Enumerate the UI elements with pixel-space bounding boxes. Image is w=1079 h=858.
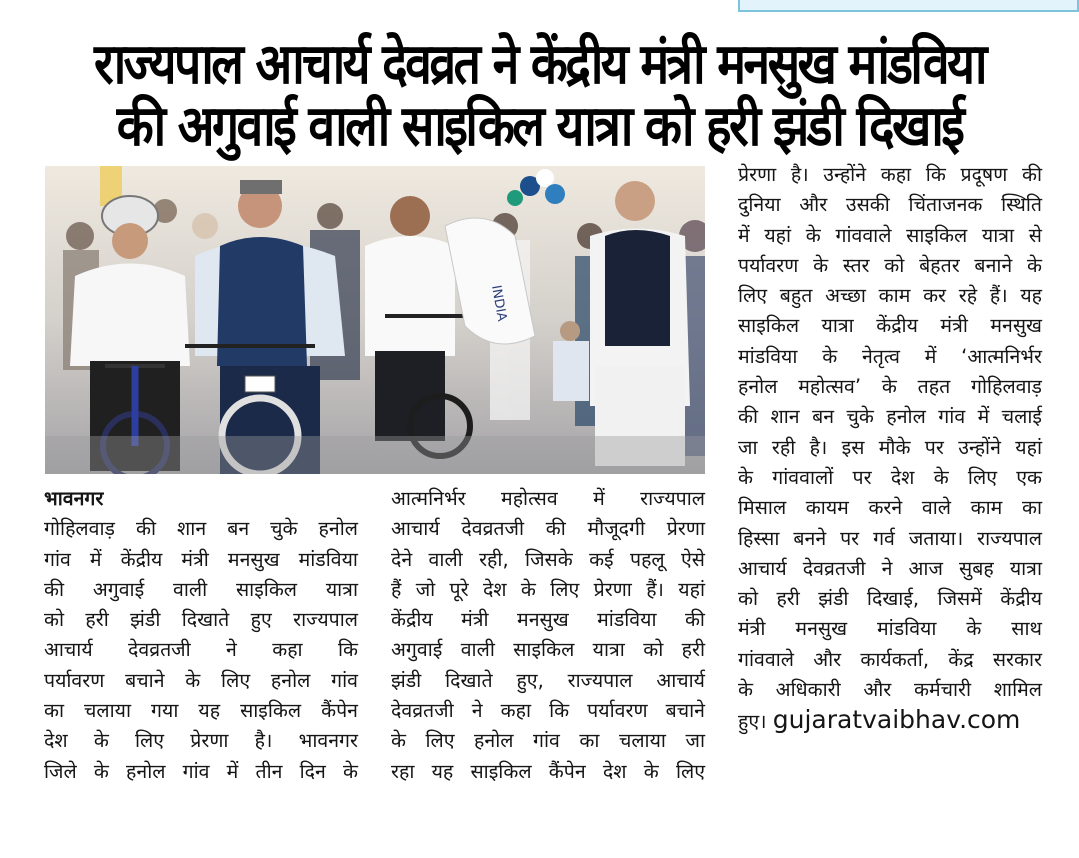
body-line: मंत्री मनसुख मांडविया के साथ [738,617,1042,641]
body-line: देवव्रतजी ने कहा कि पर्यावरण बचाने [391,699,705,723]
body-line: को हरी झंडी दिखाते हुए राज्यपाल [44,608,358,632]
closing-line [738,705,1042,735]
body-line: मिसाल कायम करने वाले काम का [738,496,1042,520]
body-line: गोहिलवाड़ की शान बन चुके हनोल [44,517,358,541]
cycling-rally-photo-illustration [45,166,705,474]
body-line: के गांववालों पर देश के लिए एक [738,465,1042,489]
dateline: भावनगर [44,487,104,510]
previous-article-strip [0,0,1079,14]
body-line: के अधिकारी और कर्मचारी शामिल [738,678,1042,702]
headline [76,34,1004,158]
body-line: देश के लिए प्रेरणा है। भावनगर [44,729,358,753]
body-line: देने वाली रही, जिसके कई पहलू ऐसे [391,547,705,571]
body-line: आचार्य देवव्रतजी ने आज सुबह यात्रा [738,556,1042,580]
svg-text:INDIA: INDIA [488,284,510,323]
article-column-2 [391,484,705,787]
body-line: साइकिल यात्रा केंद्रीय मंत्री मनसुख [738,314,1042,338]
article-column-3 [738,160,1042,736]
body-line: आचार्य देवव्रतजी ने कहा कि [44,638,358,662]
body-line: हिस्सा बनने पर गर्व जताया। राज्यपाल [738,526,1042,550]
news-photo [45,166,705,474]
closing-text: हुए। [738,710,767,734]
body-line: हनोल महोत्सव’ के तहत गोहिलवाड़ [738,375,1042,399]
body-line: को हरी झंडी दिखाई, जिसमें केंद्रीय [738,587,1042,611]
body-line: झंडी दिखाते हुए, राज्यपाल आचार्य [391,668,705,692]
body-line: की अगुवाई वाली साइकिल यात्रा [44,577,358,601]
body-line: लिए बहुत अच्छा काम कर रहे हैं। यह [738,284,1042,308]
body-line: जिले के हनोल गांव में तीन दिन के [44,759,358,783]
body-line: के लिए हनोल गांव का चलाया जा [391,729,705,753]
body-line: मांडविया के नेतृत्व में ‘आत्मनिर्भर [738,344,1042,368]
body-line: की शान बन चुके हनोल गांव में चलाई [738,405,1042,429]
body-line: गांव में केंद्रीय मंत्री मनसुख मांडविया [44,547,358,571]
body-line: रहा यह साइकिल कैंपेन देश के लिए [391,759,705,783]
body-line: प्रेरणा है। उन्होंने कहा कि प्रदूषण की [738,163,1042,186]
body-line: आचार्य देवव्रतजी की मौजूदगी प्रेरणा [391,517,705,541]
headline-line-1: राज्यपाल आचार्य देवव्रत ने केंद्रीय मंत्री मनसुख मांडविया [94,32,985,97]
body-line: जा रही है। इस मौके पर उन्होंने यहां [738,435,1042,459]
body-line: का चलाया गया यह साइकिल कैंपेन [44,699,358,723]
body-line: आत्मनिर्भर महोत्सव में राज्यपाल [391,487,705,510]
body-line: में यहां के गांववाले साइकिल यात्रा से [738,223,1042,247]
body-line: अगुवाई वाली साइकिल यात्रा को हरी [391,638,705,662]
body-line: पर्यावरण बचाने के लिए हनोल गांव [44,668,358,692]
top-info-box [738,0,1079,12]
article-column-1 [44,484,358,787]
body-line: केंद्रीय मंत्री मनसुख मांडविया की [391,608,705,632]
source-watermark: gujaratvaibhav.com [772,705,1021,735]
body-line: हैं जो पूरे देश के लिए प्रेरणा हैं। यहां [391,577,705,601]
headline-line-2: की अगुवाई वाली साइकिल यात्रा को हरी झंडी दिखाई [116,94,963,159]
body-line: दुनिया और उसकी चिंताजनक स्थिति [738,193,1042,217]
body-line: गांववाले और कार्यकर्ता, केंद्र सरकार [738,647,1042,671]
body-line: पर्यावरण के स्तर को बेहतर बनाने के [738,253,1042,277]
